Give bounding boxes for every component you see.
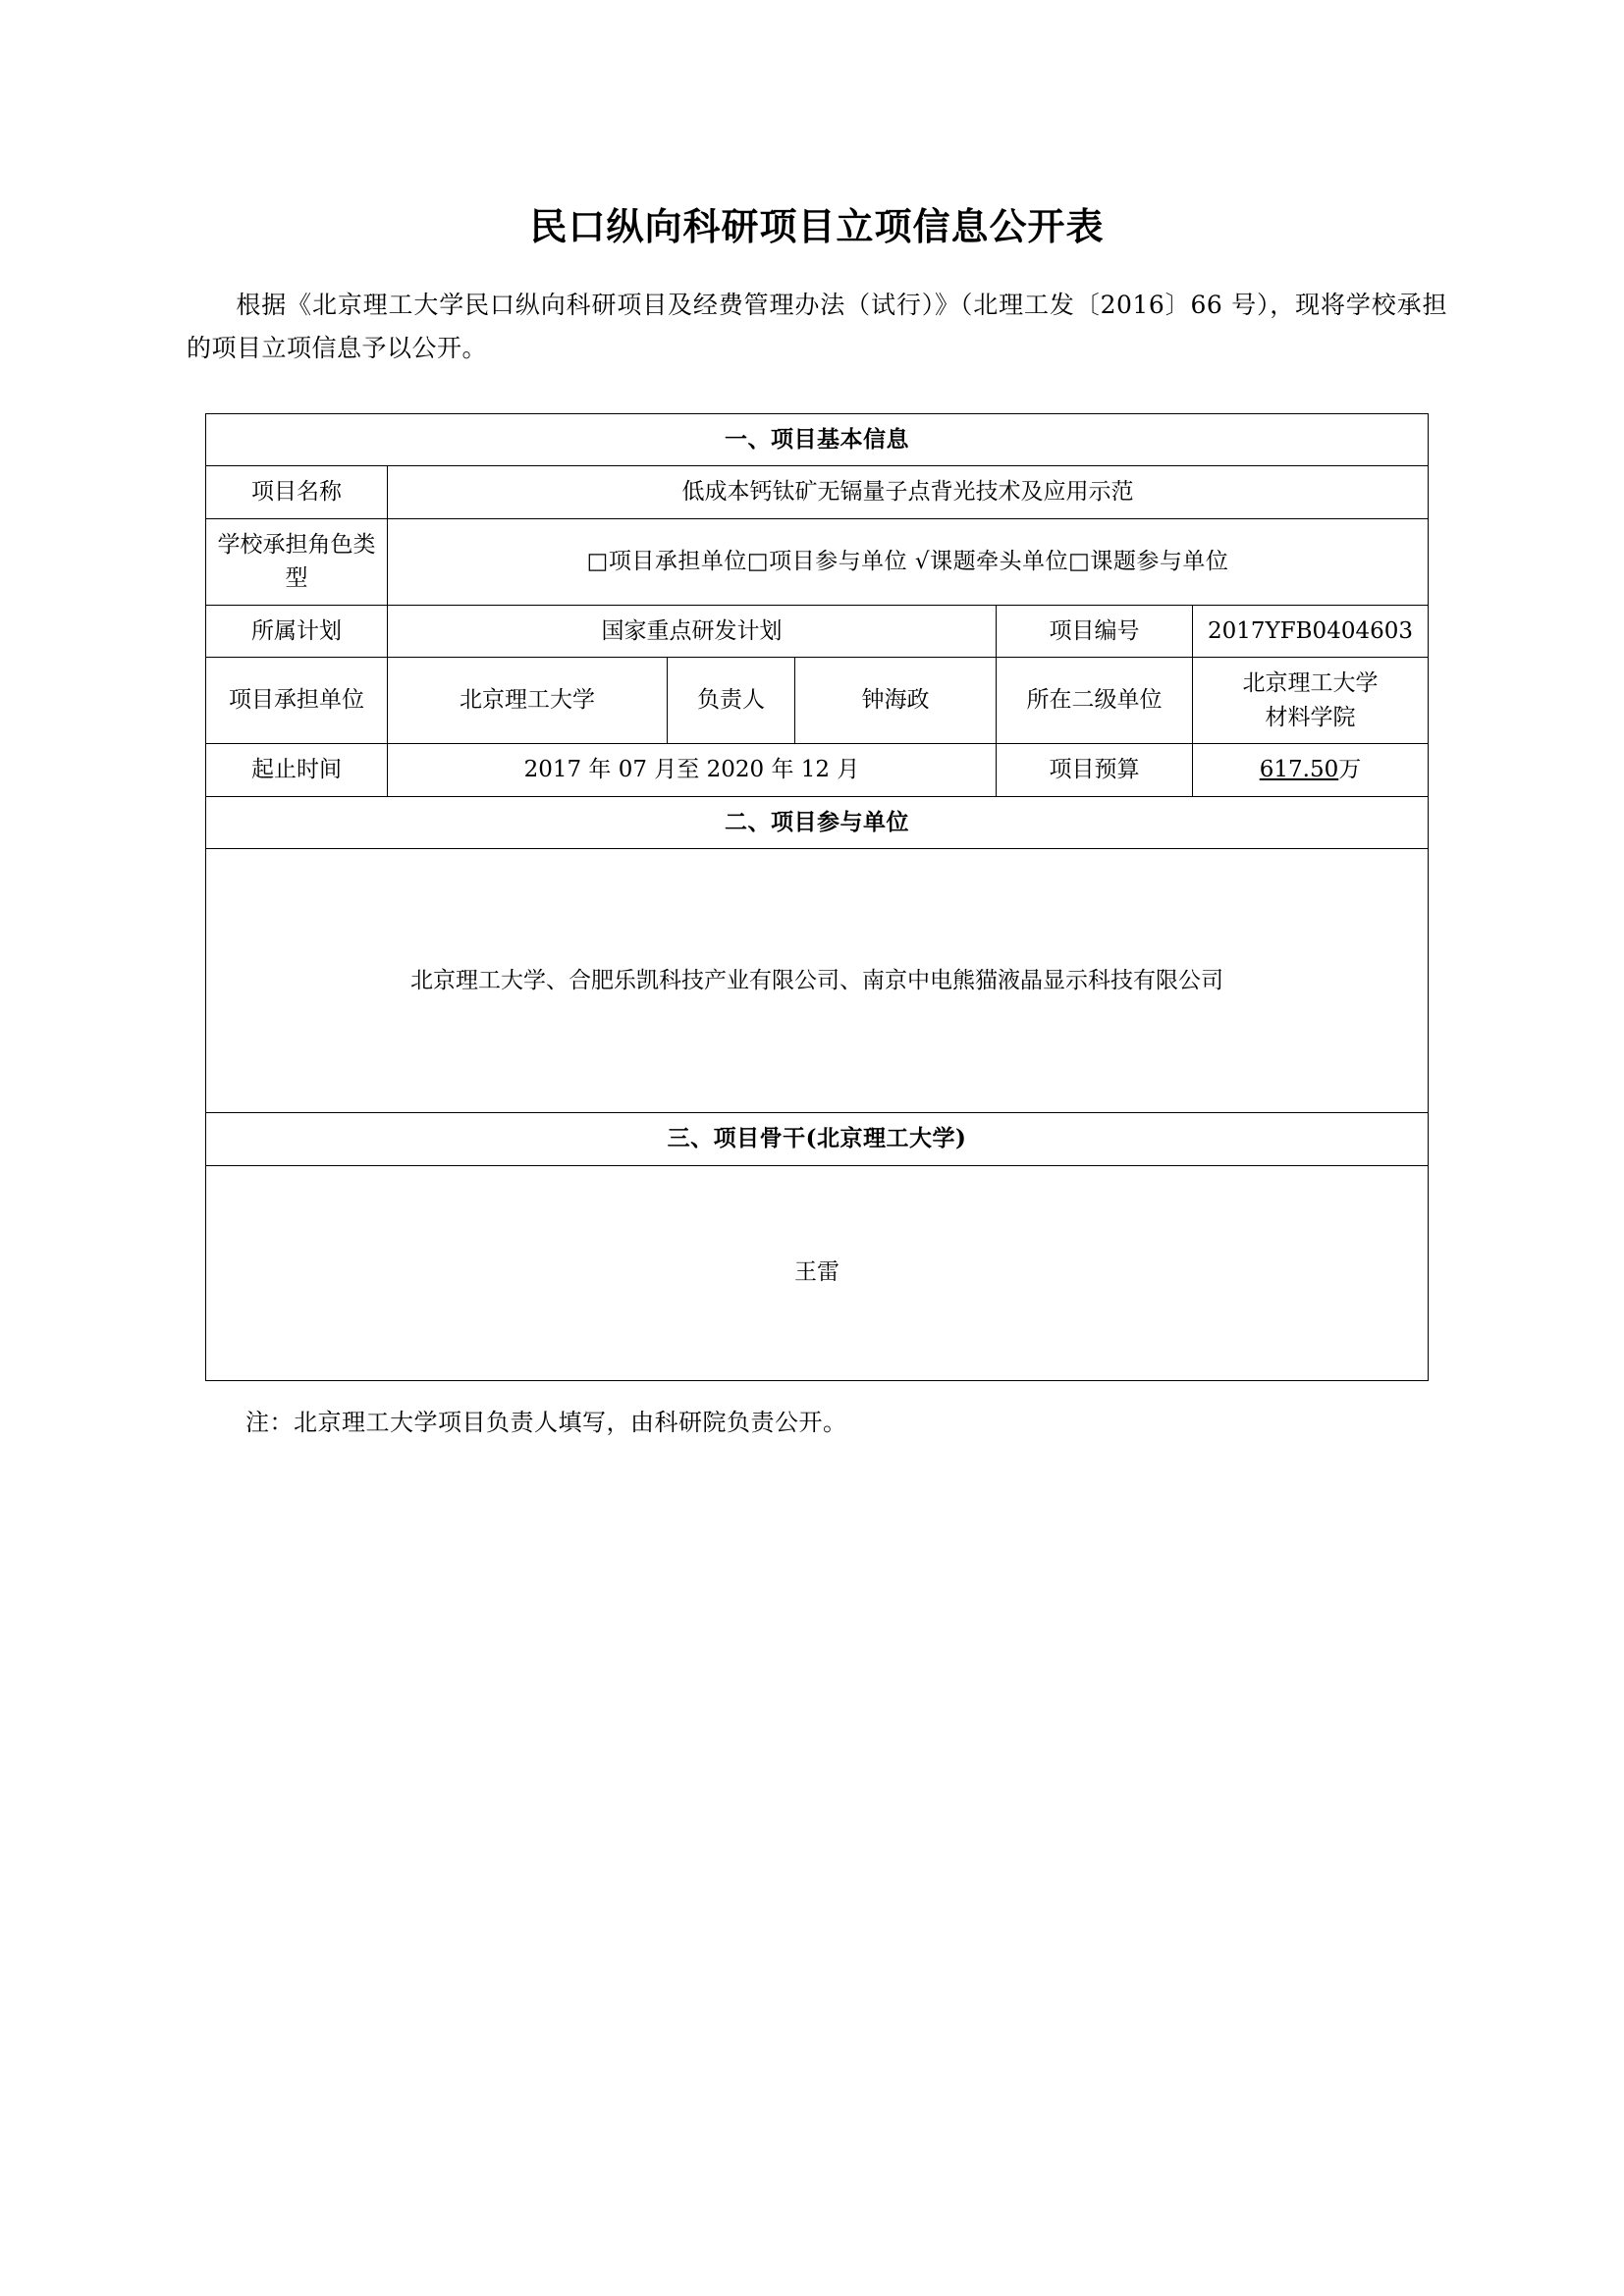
table-row-project-name xyxy=(205,466,1428,519)
intro-paragraph xyxy=(187,284,1447,370)
leader-label: 负责人 xyxy=(667,658,794,744)
table-row-section3-heading xyxy=(205,1113,1428,1166)
table-row-undertaking-unit xyxy=(205,658,1428,744)
page-title: 民口纵向科研项目立项信息公开表 xyxy=(529,204,1105,248)
secondary-unit-value xyxy=(1192,658,1428,744)
project-no-label: 项目编号 xyxy=(996,605,1192,658)
table-row-plan xyxy=(205,605,1428,658)
table-row-section2-content xyxy=(205,849,1428,1113)
plan-value: 国家重点研发计划 xyxy=(387,605,996,658)
section2-heading: 二、项目参与单位 xyxy=(205,796,1428,849)
project-name-value: 低成本钙钛矿无镉量子点背光技术及应用示范 xyxy=(387,466,1428,519)
intro-text: 根据《北京理工大学民口纵向科研项目及经费管理办法（试行）》（北理工发〔2016〕66 号），现将学校承担的项目立项信息予以公开。 xyxy=(187,291,1447,362)
undertaking-unit-value: 北京理工大学 xyxy=(387,658,667,744)
period-value: 2017 年 07 月至 2020 年 12 月 xyxy=(387,744,996,797)
section3-heading: 三、项目骨干(北京理工大学) xyxy=(205,1113,1428,1166)
section1-heading: 一、项目基本信息 xyxy=(205,413,1428,466)
project-backbone-content: 王雷 xyxy=(205,1165,1428,1380)
project-name-label: 项目名称 xyxy=(205,466,387,519)
budget-amount: 617.50 xyxy=(1259,757,1339,782)
participating-units-content: 北京理工大学、合肥乐凯科技产业有限公司、南京中电熊猫液晶显示科技有限公司 xyxy=(205,849,1428,1113)
project-no-value: 2017YFB0404603 xyxy=(1192,605,1428,658)
footer-note: 注：北京理工大学项目负责人填写，由科研院负责公开。 xyxy=(245,1408,847,1436)
leader-value: 钟海政 xyxy=(794,658,996,744)
project-info-table xyxy=(205,413,1429,1381)
period-label: 起止时间 xyxy=(205,744,387,797)
role-type-value: □项目承担单位□项目参与单位 √课题牵头单位□课题参与单位 xyxy=(387,518,1428,605)
table-row-section1-heading xyxy=(205,413,1428,466)
table-row-section3-content xyxy=(205,1165,1428,1380)
table-row-role-type xyxy=(205,518,1428,605)
secondary-unit-label: 所在二级单位 xyxy=(996,658,1192,744)
budget-value xyxy=(1192,744,1428,797)
budget-unit: 万 xyxy=(1338,757,1362,782)
table-row-section2-heading xyxy=(205,796,1428,849)
secondary-unit-line2: 材料学院 xyxy=(1265,704,1356,730)
table-row-period xyxy=(205,744,1428,797)
budget-label: 项目预算 xyxy=(996,744,1192,797)
role-type-label: 学校承担角色类型 xyxy=(205,518,387,605)
secondary-unit-line1: 北京理工大学 xyxy=(1242,670,1379,696)
plan-label: 所属计划 xyxy=(205,605,387,658)
undertaking-unit-label: 项目承担单位 xyxy=(205,658,387,744)
